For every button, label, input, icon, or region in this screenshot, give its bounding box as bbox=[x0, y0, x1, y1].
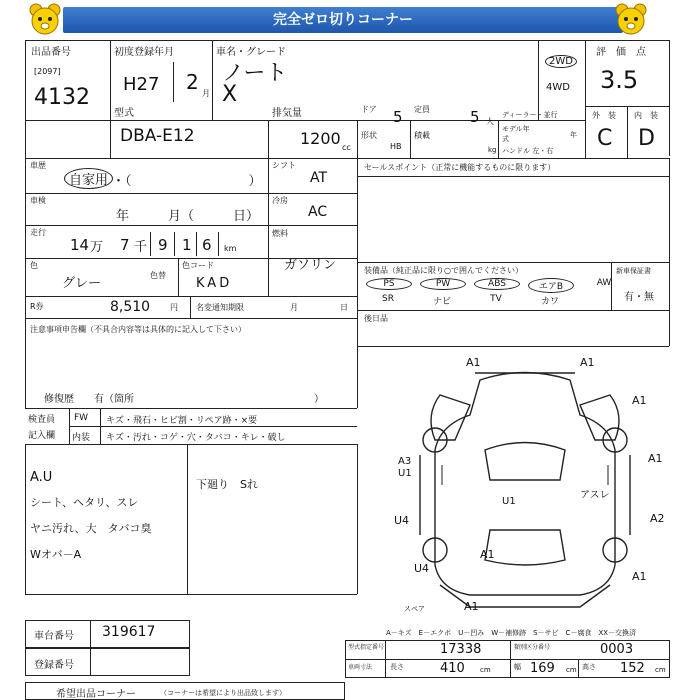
int-label: 内 装 bbox=[634, 111, 658, 120]
equipment-item-r1-4: AW bbox=[596, 278, 612, 288]
color-change-label: 色替 bbox=[150, 271, 166, 280]
note-left-3: ヤニ汚れ、大 タバコ臭 bbox=[30, 522, 152, 535]
mileage-sen-unit: 千 bbox=[134, 240, 148, 255]
mark-asure: アスレ bbox=[580, 490, 610, 501]
hei-value: 152 bbox=[620, 661, 645, 676]
history-value: 自家用 bbox=[64, 168, 113, 189]
damage-legend: A－キズ E－エクボ U－凹み W－補修跡 S－サビ C－腐食 XX－交換済 bbox=[386, 629, 637, 637]
capacity-unit: 人 bbox=[486, 117, 494, 126]
recycle-unit: 円 bbox=[170, 303, 178, 312]
history-label: 車歴 bbox=[30, 161, 46, 170]
mark-a1-7: A1 bbox=[480, 548, 495, 561]
banner-title: 完全ゼロ切りコーナー bbox=[63, 7, 623, 33]
recycle-label: R券 bbox=[30, 302, 44, 311]
dims-label: 車両寸法 bbox=[348, 664, 373, 671]
fuel-label: 燃料 bbox=[272, 229, 288, 238]
chassis-label: 車台番号 bbox=[34, 631, 74, 642]
hei-unit: cm bbox=[655, 666, 666, 674]
mileage-digit-1: 9 bbox=[158, 236, 168, 254]
model-label: 型式 bbox=[114, 108, 134, 119]
mark-a1-6: A1 bbox=[464, 600, 479, 613]
car-name: ノート bbox=[222, 61, 288, 86]
hei-label: 高さ bbox=[582, 663, 596, 671]
bear-mascot-right-icon bbox=[614, 2, 648, 36]
fuel-value: ガソリン bbox=[284, 258, 337, 273]
wid-unit: cm bbox=[566, 666, 577, 674]
shape-label: 形状 bbox=[361, 131, 377, 140]
note-right-1: 下廻り Sれ bbox=[196, 478, 258, 491]
mark-a1-4: A1 bbox=[648, 452, 663, 465]
shift-value: AT bbox=[310, 170, 328, 186]
len-unit: cm bbox=[480, 666, 491, 674]
lot-number: 4132 bbox=[34, 85, 90, 110]
notice-label: 名変通知期限 bbox=[196, 303, 244, 312]
int-grade: D bbox=[638, 126, 655, 151]
shape-value: HB bbox=[390, 142, 402, 151]
capacity-value: 5 bbox=[470, 108, 480, 126]
fw-label: FW bbox=[74, 413, 89, 423]
model-year-unit: 年 bbox=[570, 131, 577, 139]
bear-mascot-left-icon bbox=[28, 2, 62, 36]
len-label: 長さ bbox=[390, 663, 404, 671]
load-label: 積載 bbox=[414, 131, 430, 140]
equipment-item-r2-0: SR bbox=[382, 294, 394, 304]
sales-point-label: セールスポイント（正常に機能するものに限ります） bbox=[364, 163, 556, 172]
mark-spare: スペア bbox=[404, 605, 425, 613]
ext-grade: C bbox=[597, 126, 613, 151]
mark-u4-1: U4 bbox=[394, 514, 410, 527]
model-value: DBA-E12 bbox=[120, 126, 195, 146]
note-left-2: シート、ヘタリ、スレ bbox=[30, 496, 139, 509]
mark-a2: A2 bbox=[650, 512, 665, 525]
car-grade: X bbox=[222, 82, 238, 107]
equipment-item-r1-2: ABS bbox=[474, 278, 520, 290]
doors-label: ドア bbox=[361, 105, 377, 114]
cooling-label: 冷房 bbox=[272, 196, 288, 205]
history-paren: ・（ ） bbox=[112, 174, 262, 189]
first-reg-label: 初度登録年月 bbox=[114, 47, 174, 58]
interior-text: キズ・汚れ・コゲ・穴・タバコ・キレ・破し bbox=[106, 433, 286, 443]
first-reg-month-unit: 月 bbox=[202, 89, 210, 98]
model-year-label: モデル年式 bbox=[502, 125, 530, 143]
displacement-unit: cc bbox=[342, 143, 351, 152]
car-label: 車名・グレード bbox=[216, 47, 286, 58]
mileage-label: 走行 bbox=[30, 228, 46, 237]
new-warranty-label: 新車保証書 bbox=[616, 267, 651, 275]
inspection-label: 車検 bbox=[30, 196, 46, 205]
color-code-value: KAD bbox=[196, 276, 233, 291]
mark-a1-1: A1 bbox=[466, 356, 481, 369]
equipment-item-r1-0: PS bbox=[366, 278, 412, 290]
mileage-man: 14 bbox=[70, 236, 90, 254]
caution-label: 注意事項申告欄（不具合内容等は具体的に記入して下さい） bbox=[30, 325, 246, 334]
first-reg-month: 2 bbox=[186, 70, 199, 94]
capacity-label: 定員 bbox=[414, 105, 430, 114]
wid-value: 169 bbox=[530, 661, 555, 676]
mileage-sen: 7 bbox=[120, 236, 130, 254]
note-left-1: A.U bbox=[30, 470, 53, 485]
displacement-value: 1200 bbox=[300, 129, 341, 148]
model-cert-value: 17338 bbox=[440, 642, 482, 657]
class-label: 類別区分番号 bbox=[514, 644, 551, 651]
model-cert-label: 型式指定番号 bbox=[348, 644, 385, 651]
score-label: 評 価 点 bbox=[596, 47, 646, 58]
footer-note: （コーナーは希望により出品致します） bbox=[160, 689, 286, 697]
inspector-label: 検査員 bbox=[28, 415, 56, 425]
handle-label: ハンドル 左・右 bbox=[502, 147, 554, 155]
mark-a1-3: A1 bbox=[632, 394, 647, 407]
mark-a1-5: A1 bbox=[632, 570, 647, 583]
note-left-4: Wオバ－A bbox=[30, 548, 82, 561]
inspection-text: 年 月（ 日） bbox=[116, 209, 260, 224]
color-code-label: 色コード bbox=[182, 261, 214, 270]
mark-a1-2: A1 bbox=[580, 356, 595, 369]
drive-4wd: 4WD bbox=[546, 82, 570, 93]
equipment-row1 bbox=[366, 278, 612, 292]
doors-value: 5 bbox=[393, 108, 403, 126]
registration-label: 登録番号 bbox=[34, 660, 74, 671]
notice-day: 日 bbox=[340, 303, 348, 312]
color-value: グレー bbox=[62, 276, 102, 291]
dealer-label: ディーラー・並行 bbox=[502, 111, 558, 119]
equipment-item-r1-1: PW bbox=[420, 278, 466, 290]
mark-u1-1: U1 bbox=[398, 468, 412, 479]
mark-u1-2: U1 bbox=[502, 496, 516, 507]
chassis-value: 319617 bbox=[102, 624, 156, 640]
mileage-unit: km bbox=[224, 244, 237, 253]
car-diagram bbox=[380, 355, 670, 615]
mileage-man-unit: 万 bbox=[90, 240, 104, 255]
mark-a3: A3 bbox=[398, 456, 412, 467]
lot-sub: [2097] bbox=[34, 67, 61, 76]
equipment-item-r2-1: ナビ bbox=[432, 297, 451, 307]
equipment-item-r2-2: TV bbox=[490, 294, 502, 304]
mileage-digit-3: 6 bbox=[202, 236, 212, 254]
equipment-label: 装備品（純正品に限り○で囲んでください） bbox=[364, 266, 523, 275]
score-value: 3.5 bbox=[600, 66, 639, 94]
equipment-item-r1-3: エアB bbox=[528, 278, 574, 293]
repair-history: 修復歴 有（箇所 ） bbox=[44, 394, 324, 405]
inspector-label-2: 記入欄 bbox=[28, 431, 56, 441]
ext-label: 外 装 bbox=[592, 111, 616, 120]
cooling-value: AC bbox=[308, 204, 328, 220]
first-reg-year: H27 bbox=[123, 74, 160, 95]
mileage-digit-2: 1 bbox=[182, 236, 192, 254]
load-unit: kg bbox=[488, 146, 497, 154]
notice-month: 月 bbox=[290, 303, 298, 312]
new-warranty-value: 有・無 bbox=[624, 292, 654, 303]
wid-label: 幅 bbox=[514, 663, 521, 671]
drive-2wd: 2WD bbox=[545, 55, 577, 68]
shift-label: シフト bbox=[272, 161, 296, 170]
fw-text: キズ・飛石・ヒビ割・リペア跡・×要 bbox=[106, 416, 258, 426]
class-value: 0003 bbox=[600, 642, 634, 657]
equipment-row2 bbox=[366, 294, 606, 308]
recycle-value: 8,510 bbox=[110, 299, 151, 315]
footer-label: 希望出品コーナー bbox=[56, 689, 136, 700]
len-value: 410 bbox=[440, 661, 465, 676]
equipment-item-r2-3: カワ bbox=[540, 297, 559, 307]
lot-label: 出品番号 bbox=[31, 47, 71, 58]
color-label: 色 bbox=[30, 261, 38, 270]
mark-u4-2: U4 bbox=[414, 562, 430, 575]
interior-label: 内装 bbox=[72, 433, 91, 443]
rear-label: 後日品 bbox=[364, 314, 388, 323]
displacement-label: 排気量 bbox=[272, 108, 302, 119]
